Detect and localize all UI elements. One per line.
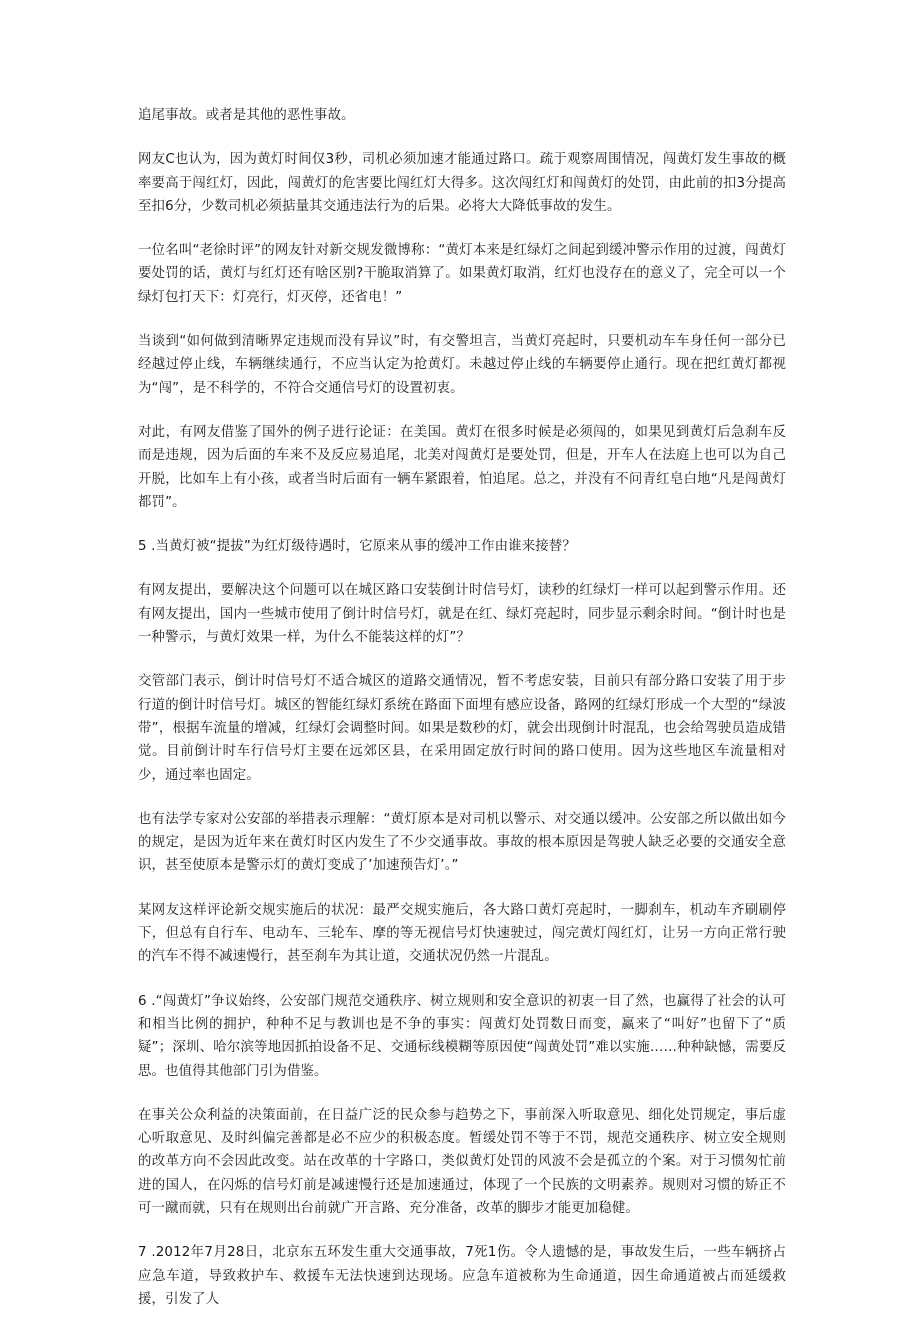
paragraph-weibo-comment: 一位名叫“老徐时评”的网友针对新交规发微博称：“黄灯本来是红绿灯之间起到缓冲警示作用的过渡，闯黄灯要处罚的话，黄灯与红灯还有啥区别?干脆取消算了。如果黄灯取消，红灯也没存在的意义了，完全可以一个绿灯包打天下：灯亮行，灯灭停，还省电！” (138, 243, 786, 305)
document-body (138, 104, 786, 1332)
paragraph-traffic-dept: 交管部门表示，倒计时信号灯不适合城区的道路交通情况，暂不考虑安装，目前只有部分路口安装了用于步行道的倒计时信号灯。城区的智能红绿灯系统在路面下面埋有感应设备，路网的红绿灯形成一个大型的“绿波带”，根据车流量的增减，红绿灯会调整时间。如果是数秒的灯，就会出现倒计时混乱，也会给驾驶员造成错觉。目前倒计时车行信号灯主要在远郊区县，在采用固定放行时间的路口使用。因为这些地区车流量相对少，通过率也固定。 (138, 674, 786, 783)
section-heading-6: 6 .“闯黄灯”争议始终，公安部门规范交通秩序、树立规则和安全意识的初衷一目了然，也赢得了社会的认可和相当比例的拥护，种种不足与教训也是不争的事实：闯黄灯处罚数日而变，赢来了“叫好”也留下了“质疑”；深圳、哈尔滨等地因抓拍设备不足、交通标线模糊等原因使“闯黄处罚”难以实施……种种缺憾，需要反思。也值得其他部门引为借鉴。 (138, 993, 786, 1079)
paragraph-legal-expert: 也有法学专家对公安部的举措表示理解：“黄灯原本是对司机以警示、对交通以缓冲。公安部之所以做出如今的规定，是因为近年来在黄灯时区内发生了不少交通事故。事故的根本原因是驾驶人缺乏必要的交通安全意识，甚至使原本是警示灯的黄灯变成了’加速预告灯’。” (138, 811, 786, 874)
paragraph-public-decision: 在事关公众利益的决策面前，在日益广泛的民众参与趋势之下，事前深入听取意见、细化处罚规定，事后虚心听取意见、及时纠偏完善都是必不应少的积极态度。暂缓处罚不等于不罚，规范交通秩序、树立安全规则的改革方向不会因此改变。站在改革的十字路口，类似黄灯处罚的风波不会是孤立的个案。对于习惯匆忙前进的国人，在闪烁的信号灯前是减速慢行还是加速通过，体现了一个民族的文明素养。规则对习惯的矫正不可一蹴而就，只有在规则出台前就广开言路、充分准备，改革的脚步才能更加稳健。 (138, 1107, 786, 1216)
paragraph-police-clarification: 当谈到“如何做到清晰界定违规而没有异议”时，有交警坦言，当黄灯亮起时，只要机动车车身任何一部分已经越过停止线，车辆继续通行，不应当认定为抢黄灯。未越过停止线的车辆要停止通行。现在把红黄灯都视为“闯”，是不科学的，不符合交通信号灯的设置初衷。 (138, 334, 786, 396)
paragraph-netizen-review: 某网友这样评论新交规实施后的状况：最严交规实施后，各大路口黄灯亮起时，一脚刹车，机动车齐刷刷停下，但总有自行车、电动车、三轮车、摩的等无视信号灯快速驶过，闯完黄灯闯红灯，让另一方向正常行驶的汽车不得不减速慢行，甚至刹车为其让道，交通状况仍然一片混乱。 (138, 902, 786, 965)
paragraph-countdown-lights: 有网友提出，要解决这个问题可以在城区路口安装倒计时信号灯，读秒的红绿灯一样可以起到警示作用。还有网友提出，国内一些城市使用了倒计时信号灯，就是在红、绿灯亮起时，同步显示剩余时间。“倒计时也是一种警示，与黄灯效果一样，为什么不能装这样的灯”？ (138, 583, 786, 646)
paragraph-rear-end-accidents: 追尾事故。或者是其他的恶性事故。 (138, 108, 355, 123)
paragraph-netizen-c: 网友C也认为，因为黄灯时间仅3秒，司机必须加速才能通过路口。疏于观察周围情况，闯黄灯发生事故的概率要高于闯红灯，因此，闯黄灯的危害要比闯红灯大得多。这次闯红灯和闯黄灯的处罚，由此前的扣3分提高至扣6分，少数司机必须掂量其交通违法行为的后果。必将大大降低事故的发生。 (138, 152, 786, 214)
paragraph-foreign-example: 对此，有网友借鉴了国外的例子进行论证：在美国。黄灯在很多时候是必须闯的，如果见到黄灯后急刹车反而是违规，因为后面的车来不及反应易追尾，北美对闯黄灯是要处罚，但是，开车人在法庭上也可以为自己开脱，比如车上有小孩，或者当时后面有一辆车紧跟着，怕追尾。总之，并没有不问青红皂白地“凡是闯黄灯都罚”。 (138, 424, 786, 510)
section-heading-5: 5 .当黄灯被“提拔”为红灯级待遇时，它原来从事的缓冲工作由谁来接替？ (138, 539, 576, 555)
section-heading-7: 7 .2012年7月28日，北京东五环发生重大交通事故，7死1伤。令人遗憾的是，事故发生后，一些车辆挤占应急车道，导致救护车、救援车无法快速到达现场。应急车道被称为生命通道，因生命通道被占而延缓救援，引发了人 (138, 1245, 786, 1307)
